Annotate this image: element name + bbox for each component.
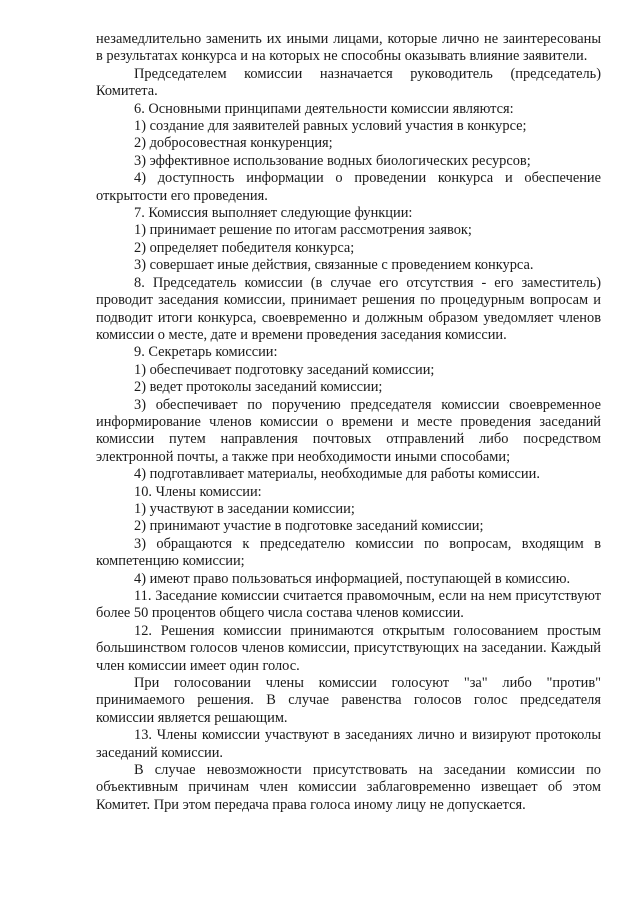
section-6-heading: 6. Основными принципами деятельности комиссии являются: <box>134 100 514 117</box>
section-6-item-1: 1) создание для заявителей равных условий участия в конкурсе; <box>134 118 527 135</box>
voting-paragraph: При голосовании члены комиссии голосуют "за" либо "против" принимаемого решения. В случае равенства голосов голос председателя комиссии является решающим. <box>96 675 601 726</box>
section-10-heading: 10. Члены комиссии: <box>134 483 262 500</box>
section-11-paragraph: 11. Заседание комиссии считается правомочным, если на нем присутствуют более 50 процентов общего числа состава членов комиссии. <box>96 588 601 622</box>
section-8-paragraph: 8. Председатель комиссии (в случае его отсутствия - его заместитель) проводит заседания комиссии, принимает решения по процедурным вопросам и подводит итоги конкурса, своевременно и должным образом уведомляет членов комиссии о месте, дате и времени проведения заседания комиссии. <box>96 274 601 343</box>
absence-paragraph: В случае невозможности присутствовать на заседании комиссии по объективным причинам член комиссии заблаговременно извещает об этом Комитет. При этом передача права голоса иному лицу не допускается. <box>96 762 601 813</box>
section-12-paragraph: 12. Решения комиссии принимаются открытым голосованием простым большинством голосов членов комиссии, присутствующих на заседании. Каждый член комиссии имеет один голос. <box>96 622 601 674</box>
section-10-item-2: 2) принимают участие в подготовке заседаний комиссии; <box>134 518 484 535</box>
paragraph-chairman: Председателем комиссии назначается руководитель (председатель) Комитета. <box>96 65 601 100</box>
section-13-paragraph: 13. Члены комиссии участвуют в заседаниях лично и визируют протоколы заседаний комиссии. <box>96 727 601 761</box>
section-9-item-4: 4) подготавливает материалы, необходимые для работы комиссии. <box>134 466 540 483</box>
section-10-item-4: 4) имеют право пользоваться информацией, поступающей в комиссию. <box>134 570 571 587</box>
section-9-item-1: 1) обеспечивает подготовку заседаний комиссии; <box>134 361 435 378</box>
section-9-heading: 9. Секретарь комиссии: <box>134 344 278 361</box>
document-page <box>96 31 601 814</box>
section-6-item-2: 2) добросовестная конкуренция; <box>134 135 333 152</box>
section-10-item-3: 3) обращаются к председателю комиссии по вопросам, входящим в компетенцию комиссии; <box>96 535 601 570</box>
section-7-item-2: 2) определяет победителя конкурса; <box>134 239 355 256</box>
section-7-item-1: 1) принимает решение по итогам рассмотрения заявок; <box>134 222 472 239</box>
section-10-item-1: 1) участвуют в заседании комиссии; <box>134 500 355 517</box>
paragraph-continuation: незамедлительно заменить их иными лицами, которые лично не заинтересованы в результатах конкурса и на которых не способны оказывать влияние заявители. <box>96 31 601 65</box>
section-7-item-3: 3) совершает иные действия, связанные с проведением конкурса. <box>134 257 534 274</box>
section-9-item-3: 3) обеспечивает по поручению председателя комиссии своевременное информирование членов комиссии о времени и месте проведения заседаний комиссии путем направления почтовых отправлений либо посредством электронной почты, а также при необходимости иными способами; <box>96 396 601 465</box>
section-9-item-2: 2) ведет протоколы заседаний комиссии; <box>134 379 383 396</box>
section-6-item-4: 4) доступность информации о проведении конкурса и обеспечение открытости его проведения. <box>96 170 601 204</box>
section-7-heading: 7. Комиссия выполняет следующие функции: <box>134 205 413 222</box>
section-6-item-3: 3) эффективное использование водных биологических ресурсов; <box>134 152 531 169</box>
